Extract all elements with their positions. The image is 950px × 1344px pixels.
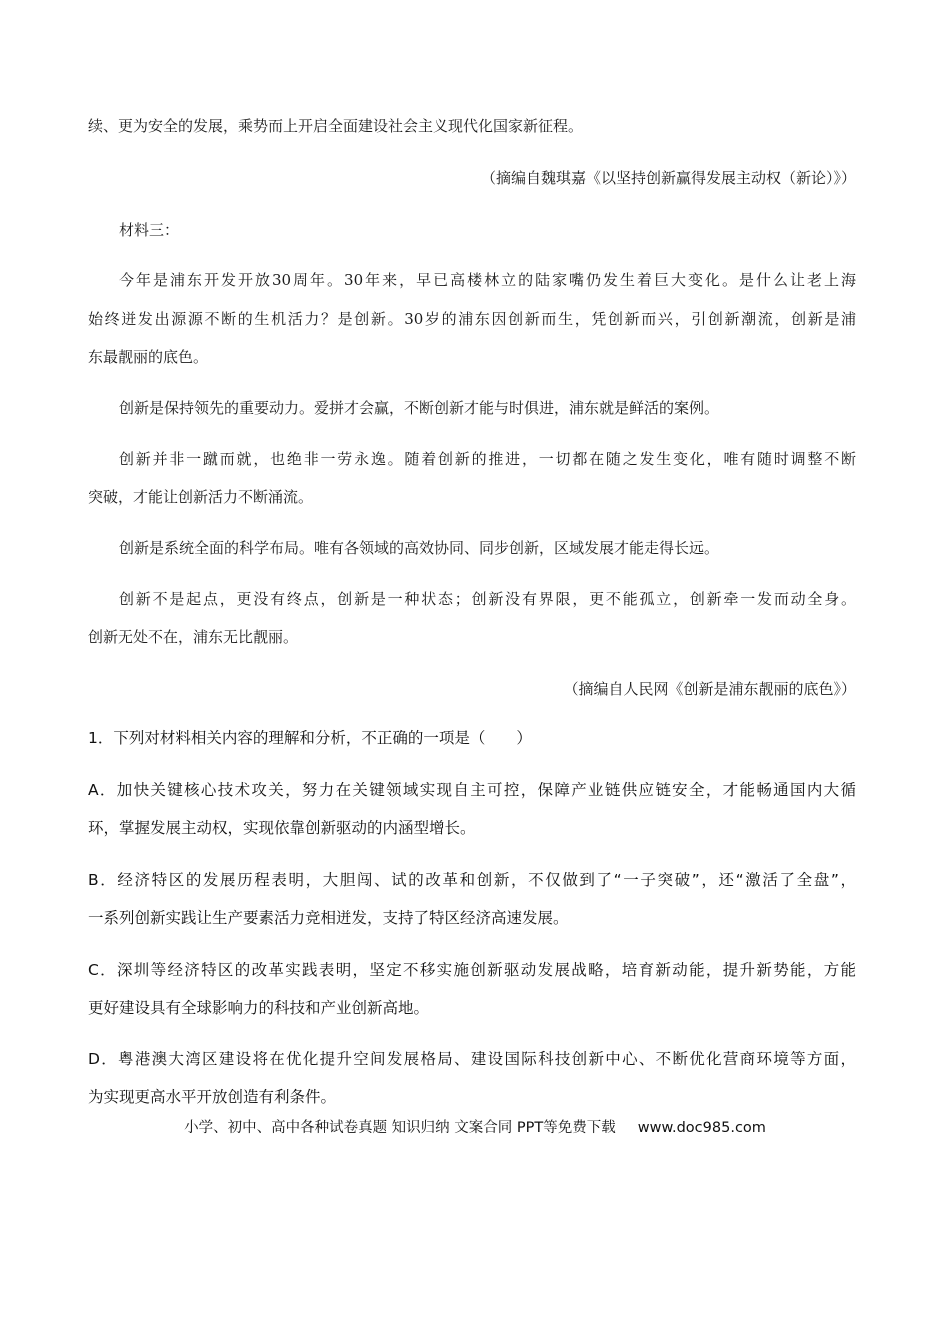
paragraph-line: 始终迸发出源源不断的生机活力？是创新。30岁的浦东因创新而生，凭创新而兴，引创新潮流，创新是浦 <box>88 310 856 328</box>
source-citation: （摘编自人民网《创新是浦东靓丽的底色》） <box>563 680 856 698</box>
section-heading: 材料三： <box>119 221 180 239</box>
footer-url[interactable]: www.doc985.com <box>637 1120 766 1136</box>
option-b: B．经济特区的发展历程表明，大胆闯、试的改革和创新，不仅做到了“一子突破”，还“激活了全盘”， <box>88 871 856 889</box>
option-d: D．粤港澳大湾区建设将在优化提升空间发展格局、建设国际科技创新中心、不断优化营商环境等方面， <box>88 1050 856 1068</box>
footer-text: 小学、初中、高中各种试卷真题 知识归纳 文案合同 PPT等免费下载 <box>184 1120 616 1136</box>
option-c-cont: 更好建设具有全球影响力的科技和产业创新高地。 <box>88 999 430 1017</box>
paragraph-line: 东最靓丽的底色。 <box>88 348 209 366</box>
question-stem: 1．下列对材料相关内容的理解和分析，不正确的一项是（ ） <box>88 729 532 747</box>
paragraph-line: 创新是系统全面的科学布局。唯有各领域的高效协同、同步创新，区域发展才能走得长远。 <box>119 539 720 557</box>
option-c: C．深圳等经济特区的改革实践表明，坚定不移实施创新驱动发展战略，培育新动能，提升新势能，方能 <box>88 961 856 979</box>
paragraph-line: 创新不是起点，更没有终点，创新是一种状态；创新没有界限，更不能孤立，创新牵一发而动全身。 <box>119 590 856 608</box>
paragraph-line: 突破，才能让创新活力不断涌流。 <box>88 488 314 506</box>
paragraph-line: 续、更为安全的发展，乘势而上开启全面建设社会主义现代化国家新征程。 <box>88 117 584 135</box>
option-a-cont: 环，掌握发展主动权，实现依靠创新驱动的内涵型增长。 <box>88 819 476 837</box>
paragraph-line: 创新是保持领先的重要动力。爱拼才会赢，不断创新才能与时俱进，浦东就是鲜活的案例。 <box>119 399 720 417</box>
paragraph-line: 今年是浦东开发开放30周年。30年来，早已高楼林立的陆家嘴仍发生着巨大变化。是什么让老上海 <box>119 271 856 289</box>
paragraph-line: 创新并非一蹴而就，也绝非一劳永逸。随着创新的推进，一切都在随之发生变化，唯有随时调整不断 <box>119 450 856 468</box>
page-footer <box>0 1116 950 1137</box>
paragraph-line: 创新无处不在，浦东无比靓丽。 <box>88 628 299 646</box>
source-citation: （摘编自魏琪嘉《以坚持创新赢得发展主动权（新论）》） <box>480 169 856 187</box>
option-b-cont: 一系列创新实践让生产要素活力竞相迸发，支持了特区经济高速发展。 <box>88 909 569 927</box>
option-a: A．加快关键核心技术攻关，努力在关键领域实现自主可控，保障产业链供应链安全，才能畅通国内大循 <box>88 781 856 799</box>
option-d-cont: 为实现更高水平开放创造有利条件。 <box>88 1088 337 1106</box>
